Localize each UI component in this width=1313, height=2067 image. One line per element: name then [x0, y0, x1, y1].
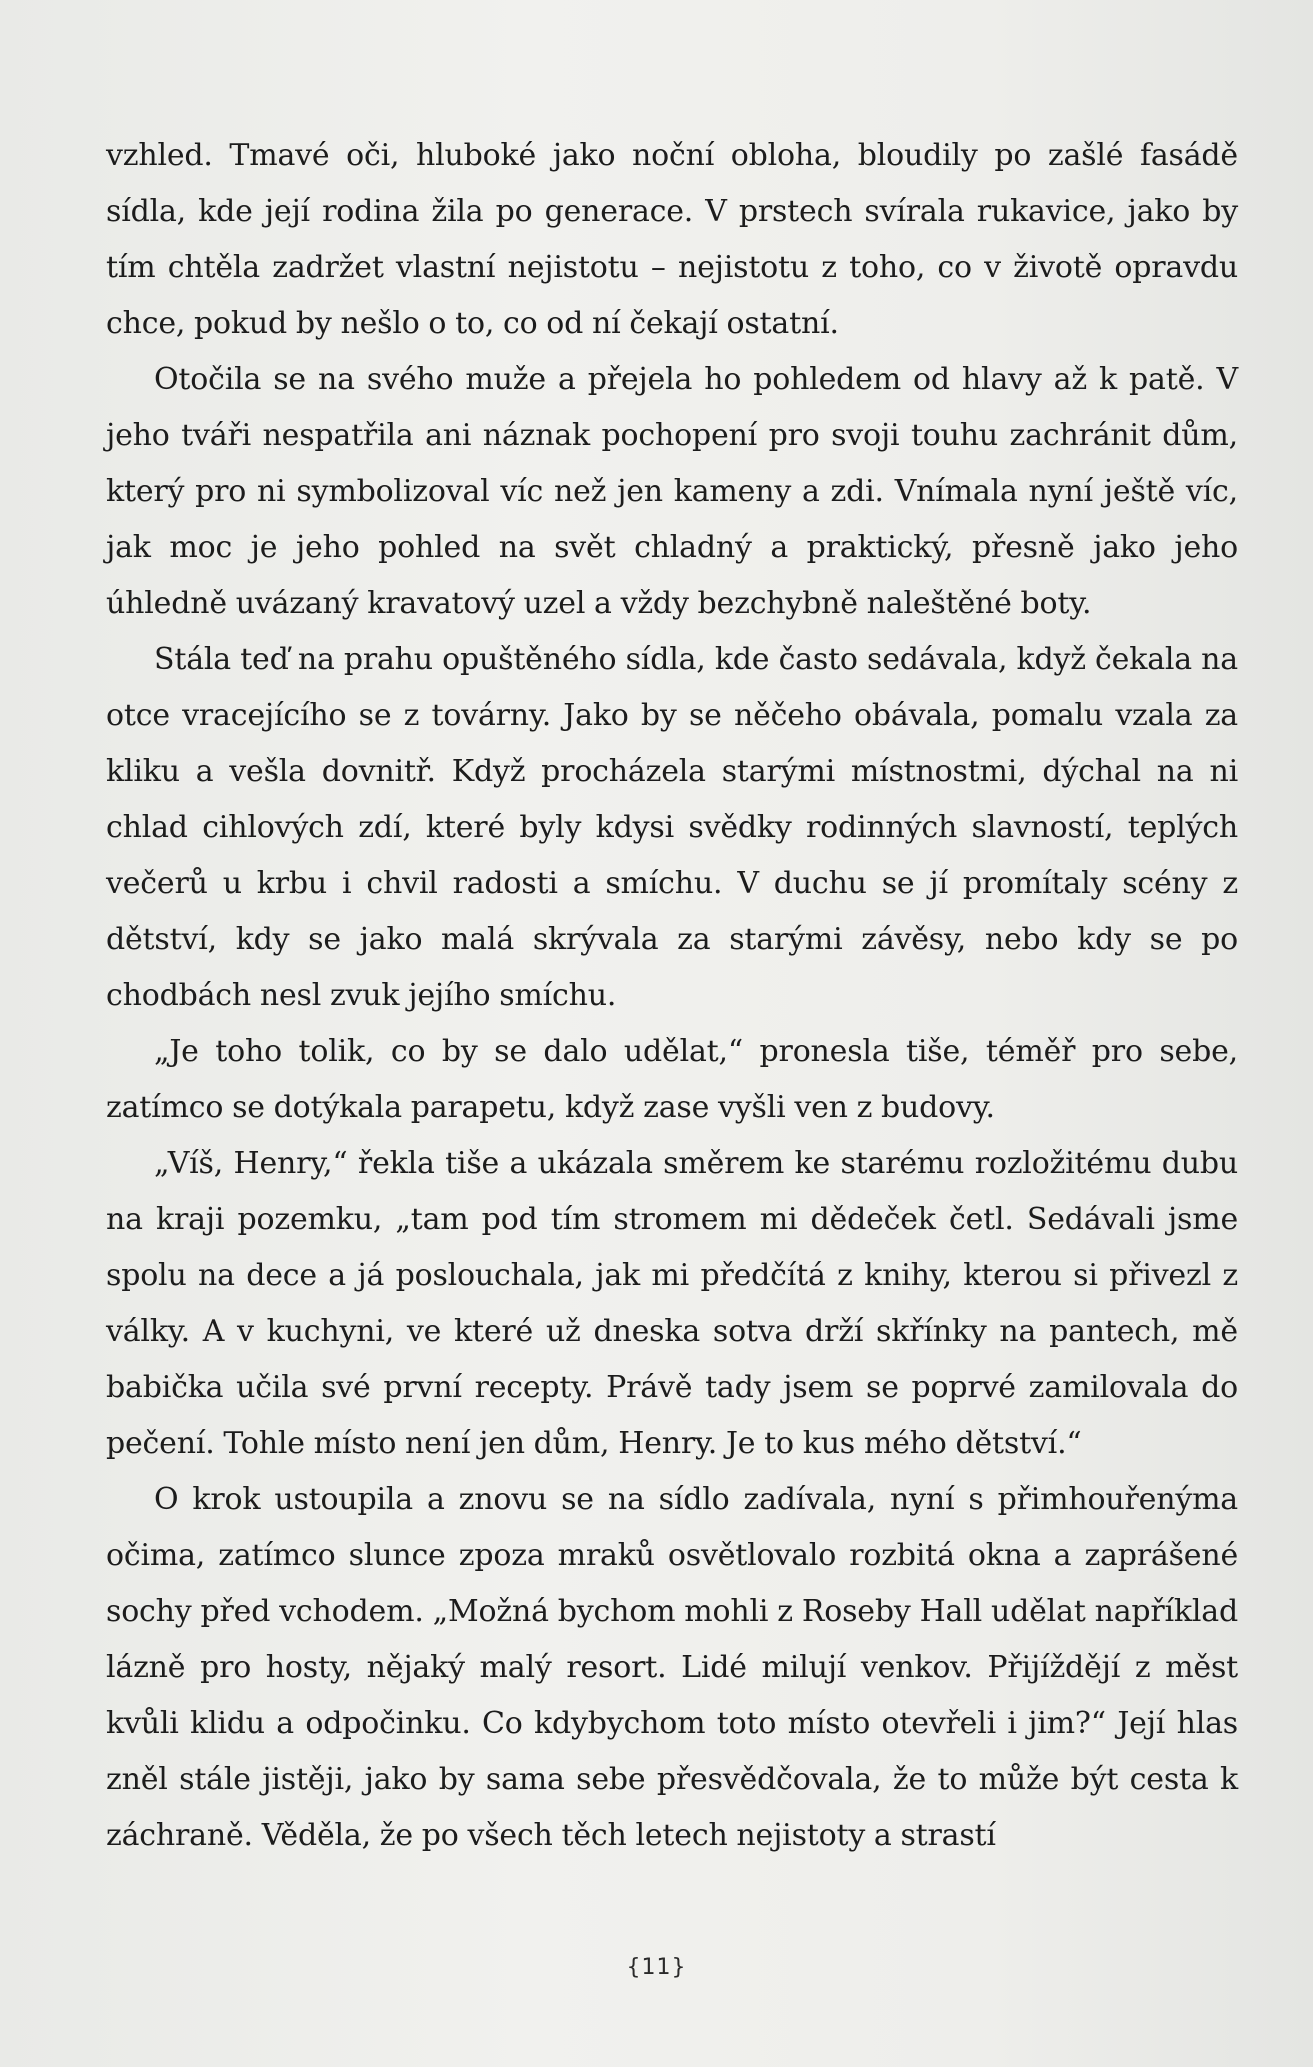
paragraph-4: „Je toho tolik, co by se dalo udělat,“ pronesla tiše, téměř pro sebe, zatímco se dotýkala parapetu, když zase vyšli ven z budovy. — [106, 1034, 1238, 1125]
body-text — [106, 128, 1238, 1864]
paragraph-1: vzhled. Tmavé oči, hluboké jako noční obloha, bloudily po zašlé fasádě sídla, kde její rodina žila po generace. V prstech svírala rukavice, jako by tím chtěla zadržet vlastní nejistotu – nejistotu z toho, co v životě opravdu chce, pokud by nešlo o to, co od ní čekají ostatní. — [106, 138, 1238, 341]
paragraph-2: Otočila se na svého muže a přejela ho pohledem od hlavy až k patě. V jeho tváři nespatřila ani náznak pochopení pro svoji touhu zachránit dům, který pro ni symbolizoval víc než jen kameny a zdi. Vnímala nyní ještě víc, jak moc je jeho pohled na svět chladný a praktický, přesně jako jeho úhledně uvázaný kravatový uzel a vždy bezchybně naleštěné boty. — [106, 362, 1238, 621]
paragraph-6: O krok ustoupila a znovu se na sídlo zadívala, nyní s přimhouřenýma očima, zatímco slunce zpoza mraků osvětlovalo rozbitá okna a zaprášené sochy před vchodem. „Možná bychom mohli z Roseby Hall udělat například lázně pro hosty, nějaký malý resort. Lidé milují venkov. Přijíždějí z měst kvůli klidu a odpočinku. Co kdybychom toto místo otevřeli i jim?“ Její hlas zněl stále jistěji, jako by sama sebe přesvědčovala, že to může být cesta k záchraně. Věděla, že po všech těch letech nejistoty a strastí — [106, 1482, 1238, 1853]
paragraph-5: „Víš, Henry,“ řekla tiše a ukázala směrem ke starému rozložitému dubu na kraji pozemku, „tam pod tím stromem mi dědeček četl. Sedávali jsme spolu na dece a já poslouchala, jak mi předčítá z knihy, kterou si přivezl z války. A v kuchyni, ve které už dneska sotva drží skřínky na pantech, mě babička učila své první recepty. Právě tady jsem se poprvé zamilovala do pečení. Tohle místo není jen dům, Henry. Je to kus mého dětství.“ — [106, 1146, 1238, 1461]
page-number: {11} — [626, 1955, 687, 1980]
paragraph-3: Stála teď na prahu opuštěného sídla, kde často sedávala, když čekala na otce vracejícího se z továrny. Jako by se něčeho obávala, pomalu vzala za kliku a vešla dovnitř. Když procházela starými místnostmi, dýchal na ni chlad cihlových zdí, které byly kdysi svědky rodinných slavností, teplých večerů u krbu i chvil radosti a smíchu. V duchu se jí promítaly scény z dětství, kdy se jako malá skrývala za starými závěsy, nebo kdy se po chodbách nesl zvuk jejího smíchu. — [106, 642, 1238, 1013]
